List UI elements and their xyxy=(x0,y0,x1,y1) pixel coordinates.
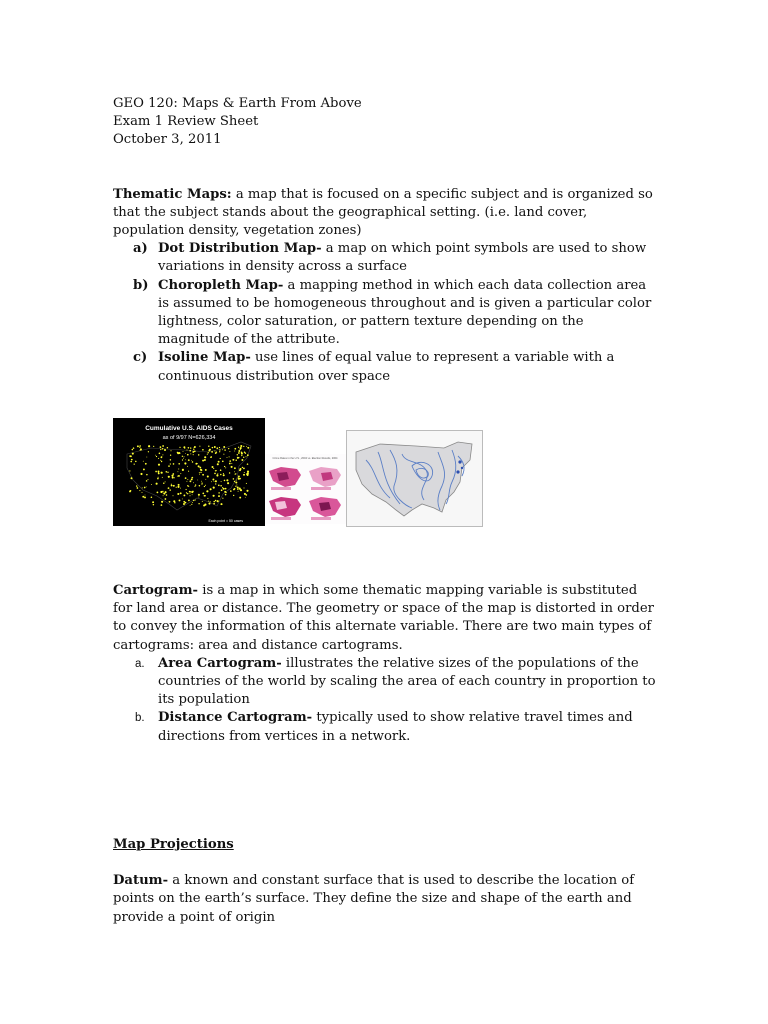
list-item-term: Area Cartogram- xyxy=(158,655,282,671)
list-item xyxy=(113,277,658,350)
dot-map-title: Cumulative U.S. AIDS Cases xyxy=(145,425,233,432)
dot-map-footer: Each point = 50 cases xyxy=(208,519,243,523)
cartogram-term: Cartogram- xyxy=(113,583,199,598)
list-item-text: use lines of equal value to represent a variable with a continuous distribution over space xyxy=(158,350,615,384)
list-item-term: Isoline Map- xyxy=(158,350,251,366)
list-item xyxy=(113,709,658,745)
list-item-text: illustrates the relative sizes of the populations of the countries of the world by scaling the area of each country in proportion to its population xyxy=(158,655,656,708)
cartogram-definition xyxy=(113,582,658,655)
document-title: Exam 1 Review Sheet xyxy=(113,114,259,130)
thematic-maps-definition xyxy=(113,186,658,241)
thematic-maps-text: a map that is focused on a specific subject and is organized so that the subject stands about the geographical setting. (i.e. land cover, population density, vegetation zones) xyxy=(113,186,653,239)
cartogram-text: is a map in which some thematic mapping variable is substituted for land area or distance. The geometry or space of the map is distorted in order to convey the information of this alternate variable. There are two main types of cartograms: area and distance cartograms. xyxy=(113,583,654,653)
choropleth-caption: Crime Rates in the U.S., 2004 vs. Election Results, 2004 xyxy=(272,457,338,460)
list-item xyxy=(113,349,658,385)
datum-definition xyxy=(113,872,658,927)
list-item-term: Choropleth Map- xyxy=(158,277,284,293)
list-item-term: Dot Distribution Map- xyxy=(158,241,322,257)
list-item-text: typically used to show relative travel times and directions from vertices in a network. xyxy=(158,710,633,744)
list-item-text: a mapping method in which each data collection area is assumed to be homogeneous throughout and is given a particular color lightness, color saturation, or pattern texture depending on the magnitude of the attribute. xyxy=(158,277,652,348)
cartogram-section xyxy=(113,582,658,746)
list-item-text: a map on which point symbols are used to show variations in density across a surface xyxy=(158,241,647,275)
thematic-maps-term: Thematic Maps: xyxy=(113,186,232,202)
document-date: October 3, 2011 xyxy=(113,132,222,148)
list-item-term: Distance Cartogram- xyxy=(158,710,313,726)
course-title: GEO 120: Maps & Earth From Above xyxy=(113,96,362,111)
map-projections-heading: Map Projections xyxy=(113,837,234,852)
list-marker: a. xyxy=(135,657,145,670)
list-marker: b) xyxy=(133,277,149,293)
dot-map-subtitle: as of 9/97 N=626,334 xyxy=(162,435,216,441)
document-header xyxy=(113,95,658,150)
dot-distribution-map-image xyxy=(113,418,265,526)
cartogram-list xyxy=(113,655,658,746)
choropleth-map-image xyxy=(265,454,346,524)
document-page xyxy=(113,95,658,386)
map-projections-section xyxy=(113,836,658,927)
list-marker: c) xyxy=(133,350,148,366)
list-marker: a) xyxy=(133,241,148,257)
isoline-map-image xyxy=(346,430,483,527)
datum-text: a known and constant surface that is used to describe the location of points on the earth’s surface. They define the size and shape of the earth and provide a point of origin xyxy=(113,873,635,925)
list-marker: b. xyxy=(135,712,145,725)
datum-term: Datum- xyxy=(113,873,169,889)
thematic-maps-list xyxy=(113,240,658,386)
list-item xyxy=(113,655,658,710)
list-item xyxy=(113,240,658,276)
